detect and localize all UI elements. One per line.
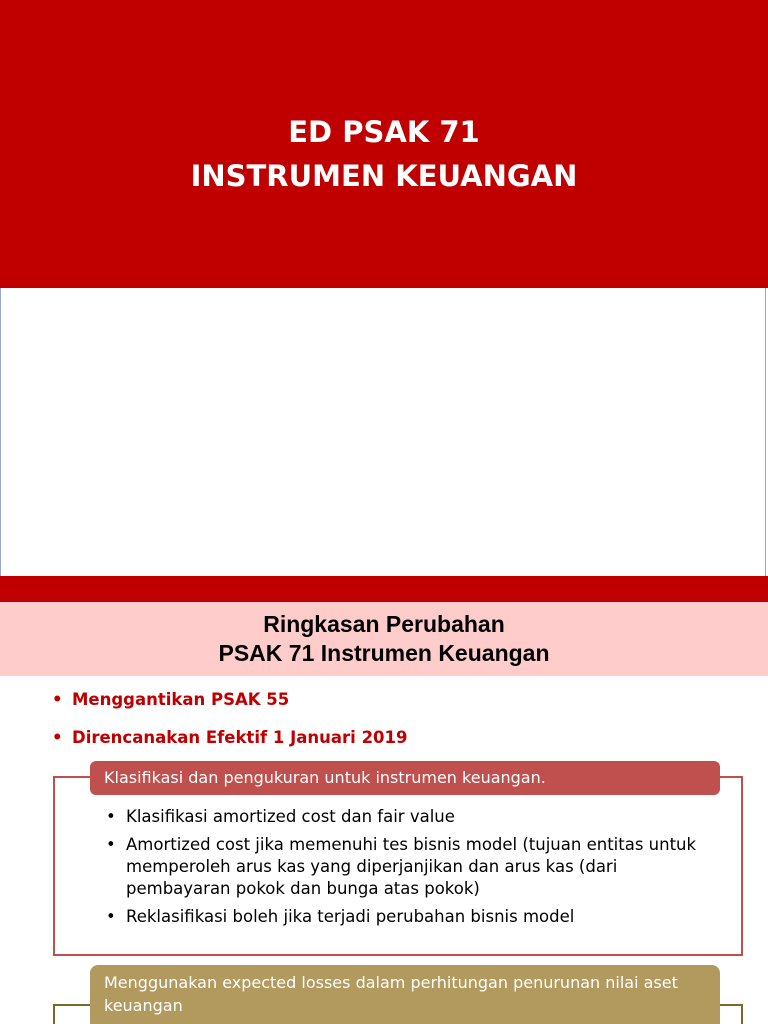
key-point: • Direncanakan Efektif 1 Januari 2019 [52, 728, 408, 748]
slide-body-blank [0, 288, 766, 576]
title-band [0, 0, 768, 288]
section1-heading: Klasifikasi dan pengukuran untuk instrumen keuangan. [90, 761, 720, 795]
section2-frame-right [741, 1004, 743, 1024]
slide-title-line1: ED PSAK 71 [288, 115, 480, 149]
key-point: • Menggantikan PSAK 55 [52, 690, 408, 710]
section2-heading: Menggunakan expected losses dalam perhitungan penurunan nilai aset keuangan [90, 965, 720, 1024]
section2-frame-top-left [53, 1004, 91, 1006]
slide-title-line2: INSTRUMEN KEUANGAN [190, 159, 578, 193]
section2-frame-top-right [718, 1004, 743, 1006]
top-red-bar [0, 576, 768, 602]
slide-summary [0, 576, 768, 1024]
section1-item: • Reklasifikasi boleh jika terjadi perubahan bisnis model [106, 906, 706, 928]
summary-header-line1: Ringkasan Perubahan [263, 611, 505, 637]
section1-items [106, 806, 706, 934]
section1-frame-top-right [718, 776, 743, 778]
key-points-list [52, 690, 408, 766]
summary-header-line2: PSAK 71 Instrumen Keuangan [218, 640, 550, 666]
summary-header [0, 602, 768, 676]
section2-frame-left [53, 1004, 55, 1024]
section1-item: • Klasifikasi amortized cost dan fair value [106, 806, 706, 828]
section1-frame-top-left [53, 776, 91, 778]
section1-item: • Amortized cost jika memenuhi tes bisnis model (tujuan entitas untuk memperoleh arus kas yang diperjanjikan dan arus kas (dari pembayaran pokok dan bunga atas pokok) [106, 834, 706, 900]
